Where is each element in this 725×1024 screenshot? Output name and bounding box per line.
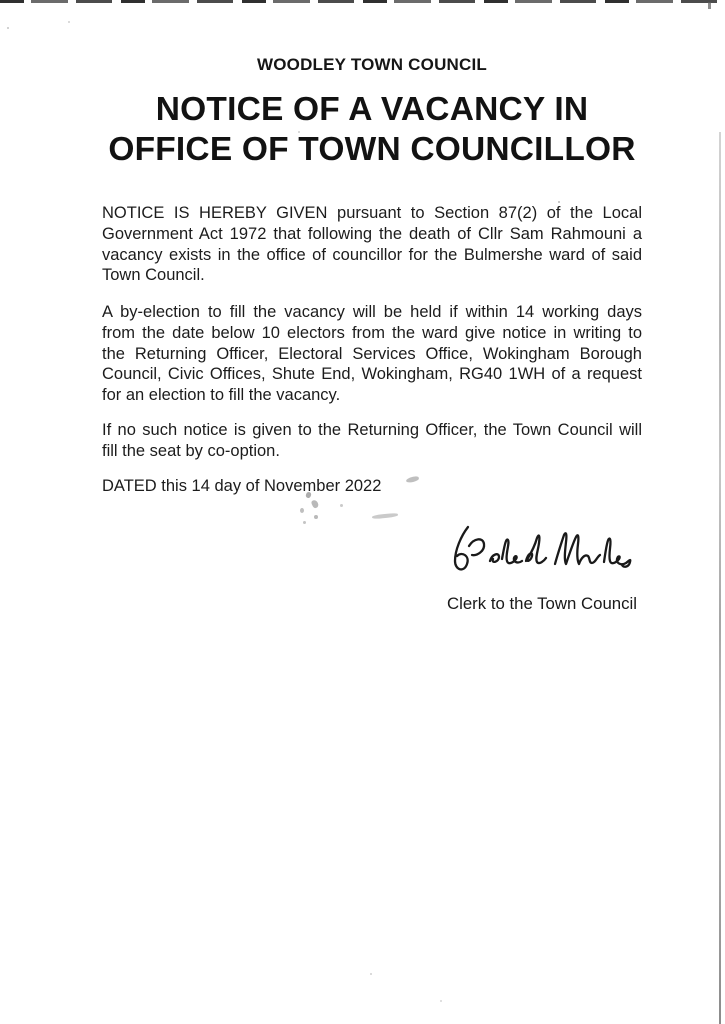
text-line: Government Act 1972 that following the death of Cllr Sam Rahmouni a bbox=[102, 224, 642, 243]
scan-speckle bbox=[370, 973, 372, 975]
scan-smudge bbox=[372, 513, 398, 520]
text-line: from the date below 10 electors from the ward give notice in writing to bbox=[102, 323, 642, 342]
notice-title bbox=[88, 90, 656, 169]
notice-title-line-1: NOTICE OF A VACANCY IN bbox=[155, 91, 589, 128]
scan-smudge bbox=[314, 515, 318, 519]
scan-smudge bbox=[311, 499, 320, 509]
scan-speckle bbox=[68, 21, 70, 23]
text-line: A by-election to fill the vacancy will be held if within 14 working days bbox=[102, 303, 642, 321]
scan-right-edge-artifact bbox=[719, 132, 721, 1024]
text-line: NOTICE IS HEREBY GIVEN pursuant to Section 87(2) of the Local bbox=[102, 204, 642, 222]
text-line: fill the seat by co-option. bbox=[102, 441, 280, 460]
paragraph-notice-given bbox=[102, 203, 642, 286]
signature-stroke bbox=[555, 533, 630, 566]
signatory-title: Clerk to the Town Council bbox=[447, 594, 637, 613]
paragraph-co-option bbox=[102, 420, 642, 462]
scan-corner-mark bbox=[708, 2, 711, 9]
text-line: the Returning Officer, Electoral Services Office, Wokingham Borough bbox=[102, 344, 642, 363]
scan-smudge bbox=[406, 476, 420, 484]
notice-title-line-2: OFFICE OF TOWN COUNCILLOR bbox=[108, 130, 636, 168]
scan-smudge bbox=[303, 521, 306, 524]
scan-smudge bbox=[300, 508, 304, 513]
signature-stroke bbox=[455, 527, 468, 569]
text-line: Council, Civic Offices, Shute End, Wokingham, RG40 1WH of a request bbox=[102, 365, 642, 384]
signature-image bbox=[438, 520, 638, 584]
scan-speckle bbox=[440, 1000, 442, 1002]
dated-line: DATED this 14 day of November 2022 bbox=[102, 477, 382, 495]
signature-stroke bbox=[469, 539, 484, 555]
text-line: for an election to fill the vacancy. bbox=[102, 386, 341, 405]
scan-smudge bbox=[340, 504, 343, 507]
text-line: vacancy exists in the office of councillor for the Bulmershe ward of said bbox=[102, 245, 642, 264]
organization-name: WOODLEY TOWN COUNCIL bbox=[256, 55, 488, 74]
scan-speckle bbox=[7, 27, 9, 29]
paragraph-by-election bbox=[102, 302, 642, 406]
text-line: If no such notice is given to the Returning Officer, the Town Council will bbox=[102, 421, 642, 439]
text-line: Town Council. bbox=[102, 266, 205, 285]
scan-top-edge-artifact bbox=[0, 0, 725, 3]
signature-stroke bbox=[490, 536, 546, 564]
